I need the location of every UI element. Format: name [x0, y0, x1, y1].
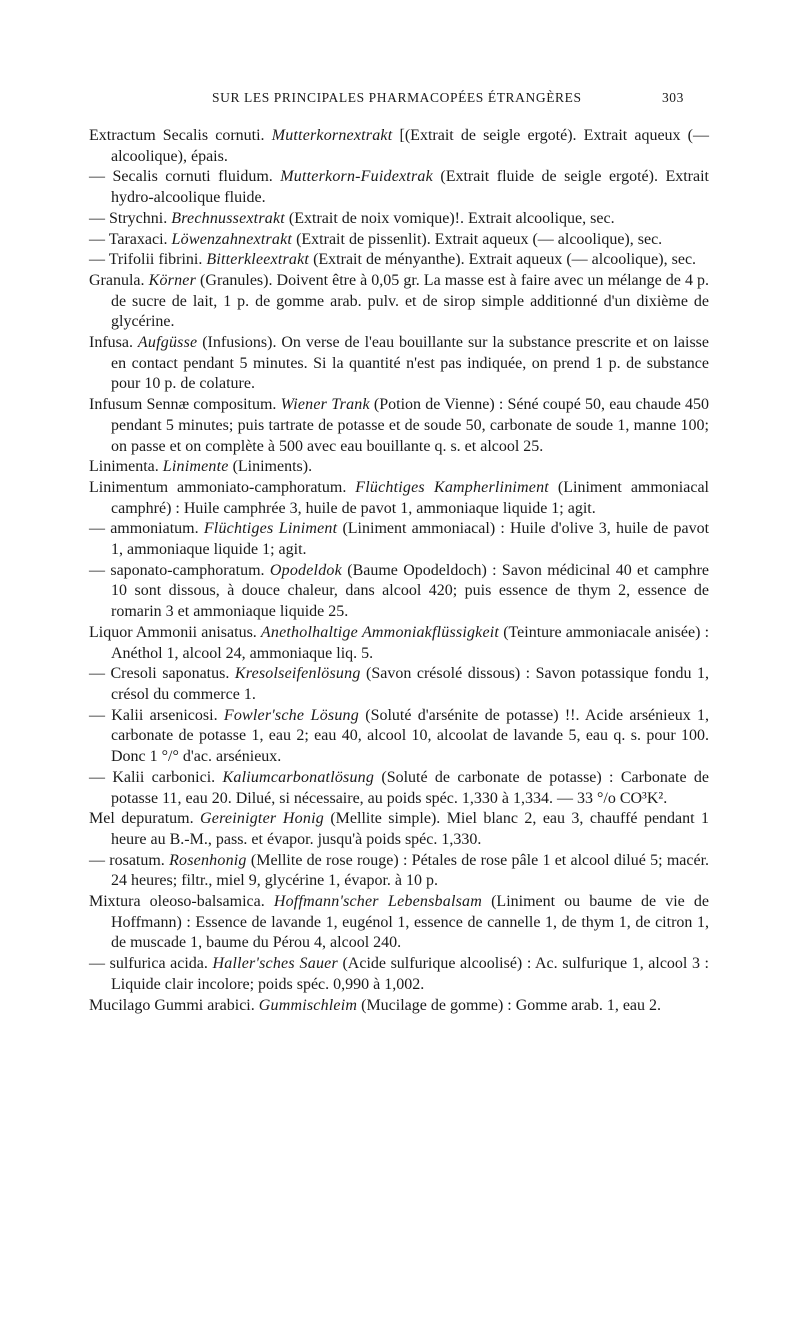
entry-lead: — ammoniatum. [89, 520, 199, 538]
entry-saponato-camphoratum [89, 561, 709, 623]
entry-granula [89, 271, 709, 333]
entry-german-name: Rosenhonig [169, 851, 247, 869]
entry-text: (Infusions). On verse de l'eau bouillante sur la substance prescrite et on laisse en contact pendant 5 minutes. Si la quantité n'est pas indiquée, on prend 1 p. de substance pour 10 p. de colature. [111, 334, 709, 393]
entry-german-name: Kresolseifenlösung [234, 665, 361, 683]
entry-trifolii [89, 250, 709, 271]
entry-mel-depuratum [89, 809, 709, 850]
document-body [89, 126, 709, 1016]
entry-text: (Granules). Doivent être à 0,05 gr. La masse est à faire avec un mélange de 4 p. de sucre de lait, 1 p. de gomme arab. pulv. et de sirop simple additionné d'un dixième de glycérine. [111, 271, 709, 331]
entry-infusa [89, 333, 709, 395]
entry-lead: — Trifolii fibrini. [89, 251, 203, 269]
header-title: SUR LES PRINCIPALES PHARMACOPÉES ÉTRANGÈRES [212, 90, 582, 105]
entry-lead: Liquor Ammonii anisatus. [89, 623, 257, 641]
entry-sulfurica-acida [89, 954, 709, 995]
entry-text: [(Extrait de seigle ergoté). Extrait aqueux (— alcoolique), épais. [111, 127, 710, 165]
entry-lead: — Secalis cornuti fluidum. [89, 168, 273, 186]
entry-lead: Extractum Secalis cornuti. [89, 127, 265, 144]
entry-lead: — Kalii carbonici. [89, 768, 216, 786]
entry-lead: — Taraxaci. [89, 230, 168, 248]
entry-german-name: Mutterkornextrakt [271, 127, 393, 144]
entry-cresoli [89, 664, 709, 705]
entry-liquor-ammonii [89, 623, 709, 664]
entry-german-name: Aufgüsse [137, 334, 198, 352]
entry-lead: Infusa. [89, 334, 133, 352]
entry-german-name: Flüchtiges Liniment [203, 520, 338, 538]
entry-text: (Soluté d'arsénite de potasse) !!. Acide arsénieux 1, carbonate de potasse 1, eau 2; eau 40, alcool 10, alcoolat de lavande 5, eau q. s. pour 100. Donc 1 °/° d'ac. arsénieux. [111, 706, 709, 766]
entry-german-name: Wiener Trank [280, 396, 370, 414]
entry-taraxaci [89, 230, 709, 251]
entry-german-name: Mutterkorn-Fuidextrak [280, 168, 433, 186]
entry-extractum-secalis [89, 126, 709, 167]
entry-german-name: Haller'sches Sauer [212, 955, 338, 973]
entry-text: (Acide sulfurique alcoolisé) : Ac. sulfurique 1, alcool 3 : Liquide clair incolore; poids spéc. 0,990 à 1,002. [111, 955, 710, 993]
entry-lead: Infusum Sennæ compositum. [89, 396, 277, 414]
entry-german-name: Bitterkleextrakt [206, 251, 310, 269]
entry-lead: — saponato-camphoratum. [89, 561, 265, 579]
page-number: 303 [661, 90, 684, 105]
entry-kalii-arsenicosi [89, 706, 709, 768]
entry-lead: Mucilago Gummi arabici. [89, 996, 255, 1014]
entry-german-name: Kaliumcarbonatlösung [222, 768, 375, 786]
entry-text: (Teinture ammoniacale anisée) : Anéthol 1, alcool 24, ammoniaque liq. 5. [111, 623, 710, 662]
entry-text: (Liniments). [228, 458, 313, 476]
entry-ammoniatum [89, 519, 709, 560]
entry-linimenta [89, 457, 709, 478]
entry-german-name: Fowler'sche Lösung [223, 706, 359, 724]
entry-german-name: Löwenzahnextrakt [171, 230, 293, 248]
entry-mixtura-oleoso [89, 892, 709, 954]
entry-mucilago [89, 996, 709, 1017]
entry-german-name: Gummischleim [258, 996, 358, 1014]
entry-lead: Mel depuratum. [89, 810, 194, 828]
entry-lead: — Kalii arsenicosi. [89, 706, 218, 724]
entry-german-name: Flüchtiges Kampherliniment [355, 478, 549, 496]
entry-german-name: Linimente [162, 458, 229, 476]
entry-german-name: Körner [148, 271, 197, 289]
entry-german-name: Gereinigter Honig [200, 810, 324, 828]
entry-text: (Mucilage de gomme) : Gomme arab. 1, eau 2. [357, 996, 662, 1014]
entry-text: (Soluté de carbonate de potasse) : Carbonate de potasse 11, eau 20. Dilué, si nécessaire, au poids spéc. 1,330 à 1,334. — 33 °/o CO³K². [111, 768, 710, 807]
entry-text: (Savon crésolé dissous) : Savon potassique fondu 1, crésol du commerce 1. [111, 665, 710, 703]
entry-lead: — rosatum. [89, 851, 165, 869]
entry-lead: Linimenta. [89, 458, 159, 476]
entry-text: (Potion de Vienne) : Séné coupé 50, eau chaude 450 pendant 5 minutes; puis tartrate de potasse et de soude 50, carbonate de soude 1, manne 100; on passe et on complète à 500 avec eau bouillante q. s. et alcool 25. [111, 396, 710, 455]
entry-text: (Liniment ammoniacal camphré) : Huile camphrée 3, huile de pavot 1, ammoniaque liquide 1; agit. [111, 478, 710, 517]
entry-lead: — Strychni. [89, 209, 168, 227]
entry-text: (Liniment ammoniacal) : Huile d'olive 3, huile de pavot 1, ammoniaque liquide 1; agit. [111, 520, 710, 559]
entry-german-name: Opodeldok [269, 561, 342, 579]
running-header [212, 90, 684, 110]
entry-linimentum-camphoratum [89, 478, 709, 519]
entry-text: (Extrait de ményanthe). Extrait aqueux (— alcoolique), sec. [309, 251, 697, 269]
entry-text: (Liniment ou baume de vie de Hoffmann) : Essence de lavande 1, eugénol 1, essence de cannelle 1, de thym 1, de citron 1, de muscade 1, baume du Pérou 4, alcool 240. [111, 893, 709, 952]
entry-lead: Mixtura oleoso-balsamica. [89, 893, 265, 911]
entry-text: (Extrait de pissenlit). Extrait aqueux (— alcoolique), sec. [292, 230, 663, 248]
entry-german-name: Anetholhaltige Ammoniakflüssigkeit [260, 623, 500, 641]
entry-text: (Mellite de rose rouge) : Pétales de rose pâle 1 et alcool dilué 5; macér. 24 heures; filtr., miel 9, glycérine 1, évapor. à 10 p. [111, 851, 710, 890]
entry-lead: Linimentum ammoniato-camphoratum. [89, 478, 347, 496]
entry-kalii-carbonici [89, 768, 709, 809]
entry-strychni [89, 209, 709, 230]
entry-text: (Extrait fluide de seigle ergoté). Extrait hydro-alcoolique fluide. [111, 168, 709, 207]
entry-secalis-fluidum [89, 167, 709, 208]
entry-german-name: Hoffmann'scher Lebensbalsam [273, 893, 482, 911]
entry-lead: — Cresoli saponatus. [89, 665, 230, 683]
entry-text: (Baume Opodeldoch) : Savon médicinal 40 et camphre 10 sont dissous, à douce chaleur, dans alcool 420; puis essence de thym 2, essence de romarin 3 et ammoniaque liquide 25. [111, 561, 710, 621]
entry-infusum-sennae [89, 395, 709, 457]
entry-german-name: Brechnussextrakt [171, 209, 285, 227]
entry-text: (Mellite simple). Miel blanc 2, eau 3, chauffé pendant 1 heure au B.-M., pass. et évapor. jusqu'à poids spéc. 1,330. [111, 810, 710, 848]
entry-rosatum [89, 851, 709, 892]
entry-lead: — sulfurica acida. [89, 955, 208, 973]
entry-text: (Extrait de noix vomique)!. Extrait alcoolique, sec. [284, 209, 615, 227]
entry-lead: Granula. [89, 271, 145, 289]
